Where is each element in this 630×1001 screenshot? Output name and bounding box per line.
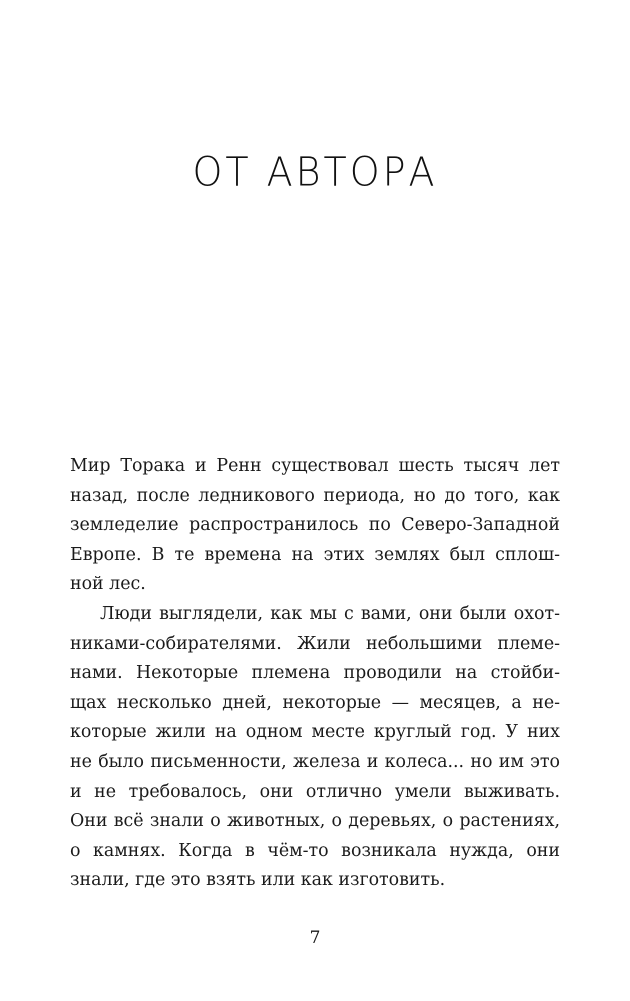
- text-line: Мир Торака и Ренн существовал шесть тысяч лет: [70, 456, 560, 476]
- text-line: Люди выглядели, как мы с вами, они были охот-: [100, 603, 560, 624]
- text-line: которые жили на одном месте круглый год. У них: [70, 722, 560, 743]
- text-line: ной лес.: [70, 574, 146, 595]
- page-number: 7: [309, 928, 321, 948]
- text-line: знали, где это взять или как изготовить.: [70, 870, 446, 891]
- text-line: не было письменности, железа и колеса... но им это: [70, 751, 560, 772]
- chapter-title: ОТ АВТОРА: [192, 148, 438, 196]
- body-text: [70, 452, 560, 896]
- text-line: нами. Некоторые племена проводили на стойби-: [70, 663, 560, 684]
- text-line: щах несколько дней, некоторые — месяцев, а не-: [70, 692, 560, 713]
- text-line: и не требовалось, они отлично умели выживать.: [70, 781, 560, 802]
- paragraph-1: [70, 452, 560, 600]
- text-line: Европе. В те времена на этих землях был сплош-: [70, 544, 560, 565]
- text-line: никами-собирателями. Жили небольшими племе-: [70, 633, 560, 654]
- text-line: назад, после ледникового периода, но до того, как: [70, 485, 560, 506]
- text-line: земледелие распространилось по Северо-Западной: [70, 515, 560, 536]
- text-line: Они всё знали о животных, о деревьях, о растениях,: [70, 811, 560, 832]
- paragraph-2: [70, 600, 560, 896]
- text-line: о камнях. Когда в чём-то возникала нужда, они: [70, 840, 560, 861]
